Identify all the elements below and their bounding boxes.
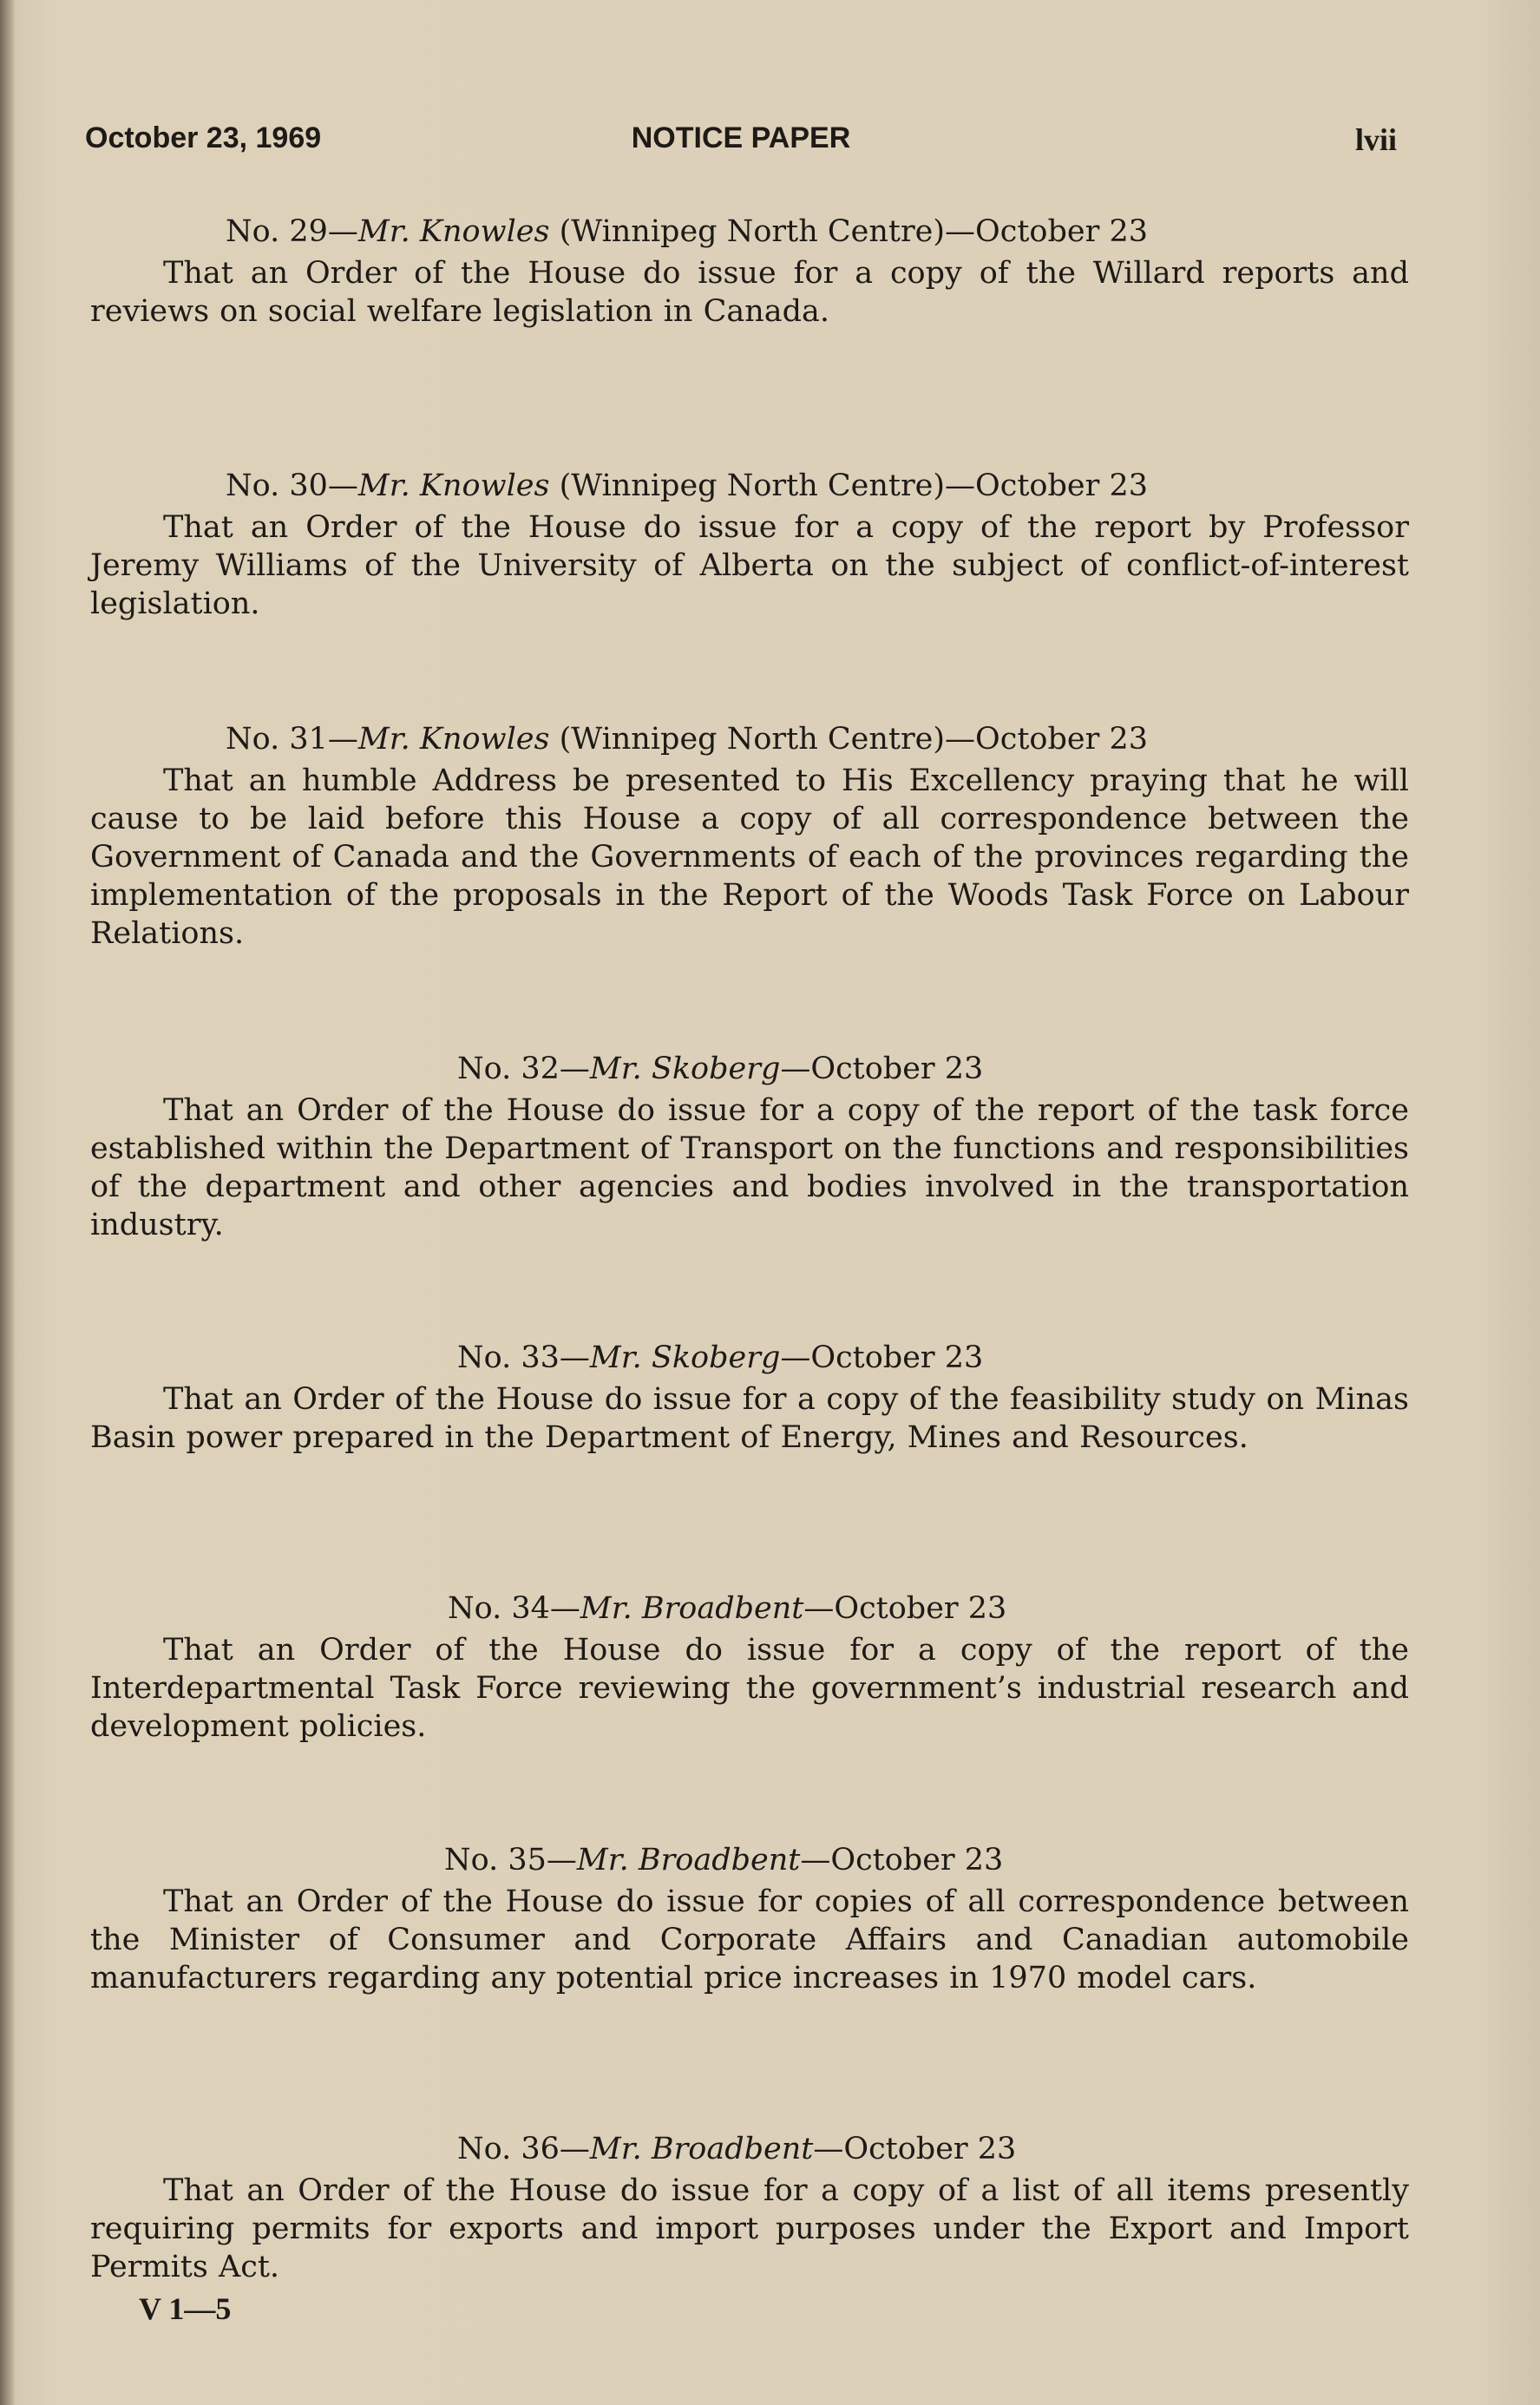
item-number: No. 32— [457, 1052, 590, 1086]
notice-item-29 [90, 213, 1409, 331]
item-detail: (Winnipeg North Centre)—October 23 [549, 469, 1148, 503]
item-text: That an Order of the House do issue for a copy of the Willard reports and reviews on social welfare legislation in Canada. [90, 256, 1409, 329]
item-number: No. 29— [226, 214, 358, 249]
notice-item-33 [90, 1339, 1409, 1457]
item-detail: —October 23 [803, 1591, 1007, 1626]
item-heading [90, 2130, 1409, 2168]
item-detail: —October 23 [813, 2132, 1017, 2166]
item-number: No. 36— [457, 2132, 590, 2166]
notice-item-34 [90, 1589, 1409, 1746]
page-binding-edge [0, 0, 14, 2405]
notice-item-30 [90, 467, 1409, 623]
item-text: That an Order of the House do issue for copies of all correspondence between the Minister of Consumer and Corporate Affairs and Canadian automobile manufacturers regarding any potential price increases in 1970 model cars. [90, 1884, 1409, 1995]
item-detail: (Winnipeg North Centre)—October 23 [549, 214, 1148, 249]
item-number: No. 30— [226, 469, 358, 503]
item-mover: Mr. Broadbent [589, 2132, 814, 2166]
item-mover: Mr. Broadbent [576, 1843, 801, 1877]
item-text: That an Order of the House do issue for a copy of the report of the Interdepartmental Task Force reviewing the government’s industrial research and development policies. [90, 1633, 1409, 1744]
item-mover: Mr. Knowles [357, 469, 550, 503]
header-date: October 23, 1969 [85, 121, 322, 154]
item-text: That an Order of the House do issue for a copy of the report by Professor Jeremy Williams of the University of Alberta on the subject of conflict-of-interest legislation. [90, 510, 1409, 621]
item-heading [90, 213, 1409, 251]
item-number: No. 33— [457, 1340, 590, 1375]
item-text: That an Order of the House do issue for a copy of the feasibility study on Minas Basin power prepared in the Department of Energy, Mines and Resources. [90, 1382, 1409, 1455]
item-heading [90, 1589, 1409, 1628]
item-text: That an Order of the House do issue for a copy of a list of all items presently requiring permits for exports and import purposes under the Export and Import Permits Act. [90, 2173, 1409, 2284]
printer-signature-mark: V 1—5 [139, 2291, 232, 2326]
header-page-number: lvii [1354, 122, 1397, 157]
item-detail: —October 23 [780, 1052, 984, 1086]
item-text: That an Order of the House do issue for a copy of the report of the task force established within the Department of Transport on the functions and responsibilities of the department and other agencies and bodies involved in the transportation industry. [90, 1093, 1409, 1242]
notice-item-32 [90, 1050, 1409, 1244]
item-heading [90, 1339, 1409, 1377]
notice-item-36 [90, 2130, 1409, 2286]
item-mover: Mr. Knowles [357, 214, 550, 249]
item-mover: Mr. Skoberg [589, 1340, 781, 1375]
header-title: NOTICE PAPER [631, 121, 851, 154]
item-heading [90, 1841, 1409, 1879]
page-header [85, 121, 1397, 165]
item-detail: —October 23 [800, 1843, 1004, 1877]
item-detail: —October 23 [780, 1340, 984, 1375]
item-heading [90, 720, 1409, 758]
item-text: That an humble Address be presented to His Excellency praying that he will cause to be laid before this House a copy of all correspondence between the Government of Canada and the Governments of each of the provinces regarding the implementation of the proposals in the Report of the Woods Task Force on Labour Relations. [90, 763, 1409, 951]
item-number: No. 35— [444, 1843, 577, 1877]
notice-item-35 [90, 1841, 1409, 1997]
item-detail: (Winnipeg North Centre)—October 23 [549, 722, 1148, 757]
item-heading [90, 1050, 1409, 1088]
item-number: No. 34— [448, 1591, 580, 1626]
item-mover: Mr. Broadbent [580, 1591, 804, 1626]
item-mover: Mr. Skoberg [589, 1052, 781, 1086]
notice-item-31 [90, 720, 1409, 953]
item-number: No. 31— [226, 722, 358, 757]
item-mover: Mr. Knowles [357, 722, 550, 757]
item-heading [90, 467, 1409, 505]
